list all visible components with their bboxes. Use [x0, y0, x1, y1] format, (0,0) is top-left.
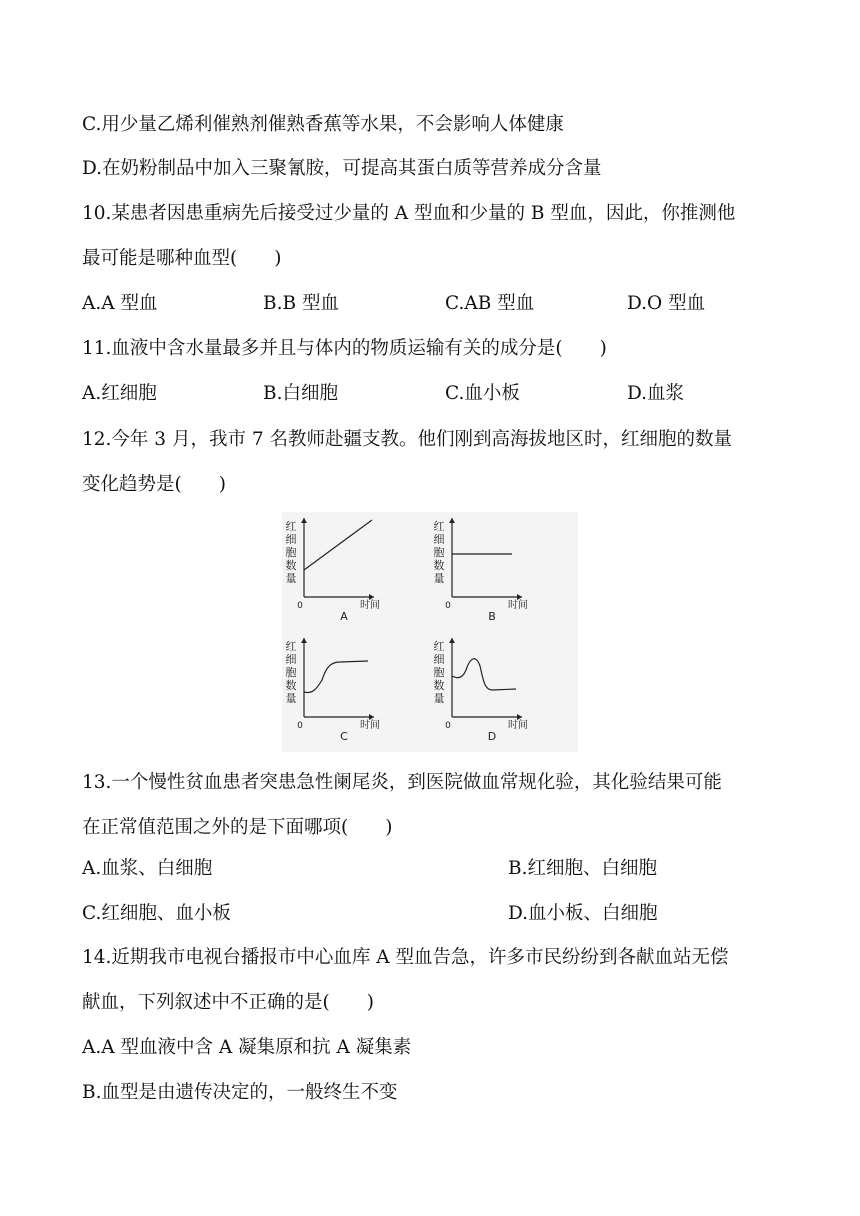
q9-option-d: D.在奶粉制品中加入三聚氰胺，可提高其蛋白质等营养成分含量 [82, 158, 602, 179]
q13-option-b: B.红细胞、白细胞 [508, 858, 657, 879]
y-axis-label-char: 数 [433, 559, 445, 572]
x-axis-label: 时间 [360, 600, 380, 611]
q14-stem-line2: 献血，下列叙述中不正确的是( ) [82, 992, 374, 1013]
figure-background [282, 512, 578, 752]
y-axis-label-char: 胞 [285, 666, 297, 679]
y-axis-label-char: 胞 [433, 666, 445, 679]
q10-option-c: C.AB 型血 [445, 293, 535, 314]
q11-option-c: C.血小板 [445, 383, 520, 404]
y-axis-label-char: 量 [433, 572, 445, 585]
y-axis-label-char: 量 [433, 692, 445, 705]
q12-graphs-svg [282, 512, 578, 752]
y-axis-label-char: 红 [433, 640, 445, 653]
graph-letter: D [487, 730, 497, 743]
y-axis-label-char: 红 [285, 640, 297, 653]
q10-stem-line1: 10.某患者因患重病先后接受过少量的 A 型血和少量的 B 型血，因此，你推测他 [82, 203, 736, 224]
x-axis-label: 时间 [360, 720, 380, 731]
y-axis-label-char: 红 [285, 520, 297, 533]
q12-stem-line1: 12.今年 3 月，我市 7 名教师赴疆支教。他们刚到高海拔地区时，红细胞的数量 [82, 429, 732, 450]
q11-option-a: A.红细胞 [82, 383, 157, 404]
y-axis-label-char: 胞 [433, 546, 445, 559]
q11-option-d: D.血浆 [627, 383, 685, 404]
q13-stem-line2: 在正常值范围之外的是下面哪项( ) [82, 817, 393, 838]
q12-graph-figure [282, 512, 578, 752]
graph-letter: C [340, 730, 348, 743]
y-axis-label-char: 细 [285, 533, 297, 546]
x-axis-label: 时间 [508, 600, 528, 611]
q13-option-d: D.血小板、白细胞 [508, 903, 658, 924]
y-axis-label-char: 量 [285, 692, 297, 705]
y-axis-label-char: 细 [285, 653, 297, 666]
q13-option-c: C.红细胞、血小板 [82, 903, 231, 924]
q13-stem-line1: 13.一个慢性贫血患者突患急性阑尾炎，到医院做血常规化验，其化验结果可能 [82, 772, 722, 793]
q10-option-a: A.A 型血 [82, 293, 158, 314]
y-axis-label-char: 红 [433, 520, 445, 533]
q10-option-b: B.B 型血 [263, 293, 339, 314]
y-axis-label-char: 数 [433, 679, 445, 692]
graph-letter: A [340, 610, 348, 623]
origin-label: 0 [445, 601, 451, 611]
y-axis-label-char: 胞 [285, 546, 297, 559]
q14-option-b: B.血型是由遗传决定的，一般终生不变 [82, 1082, 398, 1103]
q13-option-a: A.血浆、白细胞 [82, 858, 213, 879]
q14-stem-line1: 14.近期我市电视台播报市中心血库 A 型血告急，许多市民纷纷到各献血站无偿 [82, 947, 729, 968]
y-axis-label-char: 细 [433, 533, 445, 546]
y-axis-label-char: 细 [433, 653, 445, 666]
origin-label: 0 [297, 601, 303, 611]
origin-label: 0 [445, 721, 451, 731]
graph-letter: B [488, 610, 496, 623]
q11-stem: 11.血液中含水量最多并且与体内的物质运输有关的成分是( ) [82, 338, 607, 359]
q11-option-b: B.白细胞 [263, 383, 338, 404]
q14-option-a: A.A 型血液中含 A 凝集原和抗 A 凝集素 [82, 1037, 412, 1058]
q10-stem-line2: 最可能是哪种血型( ) [82, 248, 282, 269]
y-axis-label-char: 数 [285, 559, 297, 572]
q9-option-c: C.用少量乙烯利催熟剂催熟香蕉等水果，不会影响人体健康 [82, 114, 564, 135]
q12-stem-line2: 变化趋势是( ) [82, 474, 226, 495]
x-axis-label: 时间 [508, 720, 528, 731]
origin-label: 0 [297, 721, 303, 731]
y-axis-label-char: 量 [285, 572, 297, 585]
y-axis-label-char: 数 [285, 679, 297, 692]
q10-option-d: D.O 型血 [627, 293, 706, 314]
